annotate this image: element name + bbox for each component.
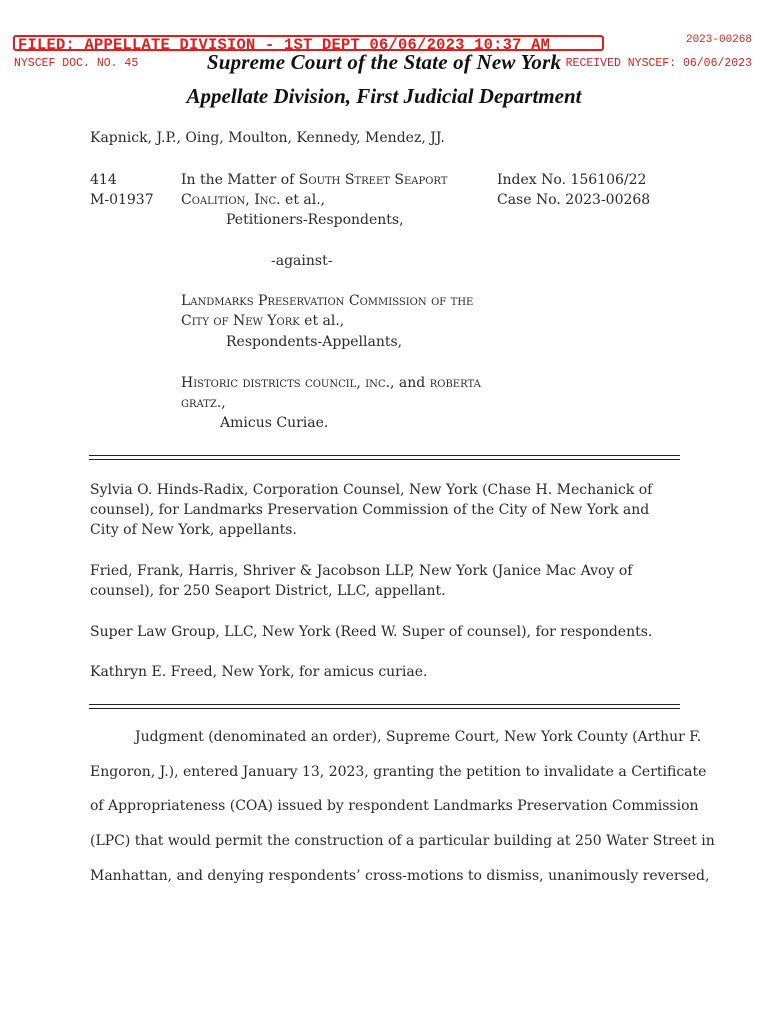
motion-number: M-01937	[90, 192, 154, 208]
amicus-name-3: gratz	[181, 395, 217, 411]
judgment-line-2: Engoron, J.), entered January 13, 2023, granting the petition to invalidate a Certificate	[90, 764, 707, 780]
amicus-role: Amicus Curiae.	[220, 415, 329, 431]
bench-justices: Kapnick, J.P., Oing, Moulton, Kennedy, Mendez, JJ.	[90, 130, 445, 146]
judgment-line-5: Manhattan, and denying respondents’ cross-motions to dismiss, unanimously reversed,	[90, 868, 710, 884]
amicus-name-1: Historic districts council, inc.	[181, 375, 391, 391]
respondent-line-2	[181, 313, 344, 329]
amicus-suffix: .,	[216, 395, 226, 411]
received-stamp: RECEIVED NYSCEF: 06/06/2023	[565, 57, 752, 70]
department-name: Appellate Division, First Judicial Department	[186, 84, 582, 108]
filed-stamp: FILED: APPELLATE DIVISION - 1ST DEPT 06/06/2023 10:37 AM	[13, 35, 604, 51]
judgment-line-4: (LPC) that would permit the construction of a particular building at 250 Water Street in	[90, 833, 715, 849]
matter-title-line-2	[181, 192, 325, 208]
petitioners-role: Petitioners-Respondents,	[226, 212, 404, 228]
amicus-line-1	[181, 375, 481, 391]
amicus-name-2: roberta	[429, 375, 481, 391]
amicus-and: , and	[390, 375, 430, 391]
case-number: 414	[90, 172, 117, 188]
judgment-line-1: Judgment (denominated an order), Supreme Court, New York County (Arthur F.	[135, 729, 702, 745]
divider-top-1	[89, 455, 680, 456]
nyscef-doc-number: NYSCEF DOC. NO. 45	[14, 57, 139, 70]
index-number-stamp: 2023-00268	[685, 34, 752, 46]
case-number-label: Case No. 2023-00268	[497, 192, 651, 208]
matter-prefix: In the Matter of	[181, 172, 299, 188]
court-name: Supreme Court of the State of New York	[206, 50, 562, 74]
respondent-name-2: City of New York	[181, 313, 300, 329]
counsel-amicus: Kathryn E. Freed, New York, for amicus curiae.	[90, 664, 428, 680]
respondent-name-1: Landmarks Preservation Commission of the	[181, 293, 474, 309]
judgment-line-3: of Appropriateness (COA) issued by respondent Landmarks Preservation Commission	[90, 798, 699, 814]
petitioner-name-2: Coalition, Inc.	[181, 192, 281, 208]
petitioner-name-1: South Street Seaport	[298, 172, 448, 188]
divider-bottom-2	[89, 708, 680, 709]
counsel-respondents: Super Law Group, LLC, New York (Reed W. Super of counsel), for respondents.	[90, 624, 653, 640]
against-label: -against-	[271, 253, 333, 269]
petitioner-suffix: et al.,	[280, 192, 326, 208]
matter-title-line-1	[181, 172, 447, 188]
counsel-appellants-city: Sylvia O. Hinds-Radix, Corporation Counsel, New York (Chase H. Mechanick of counsel), for Landmarks Preservation Commission of the City of New York and City of New York, appellants.	[90, 482, 653, 538]
index-number: Index No. 156106/22	[497, 172, 647, 188]
counsel-appellant-seaport: Fried, Frank, Harris, Shriver & Jacobson LLP, New York (Janice Mac Avoy of counsel), for 250 Seaport District, LLC, appellant.	[90, 563, 633, 599]
respondent-suffix: et al.,	[299, 313, 345, 329]
respondents-role: Respondents-Appellants,	[226, 334, 403, 350]
divider-top-2	[89, 459, 680, 460]
amicus-line-2	[181, 395, 226, 411]
divider-bottom-1	[89, 704, 680, 705]
